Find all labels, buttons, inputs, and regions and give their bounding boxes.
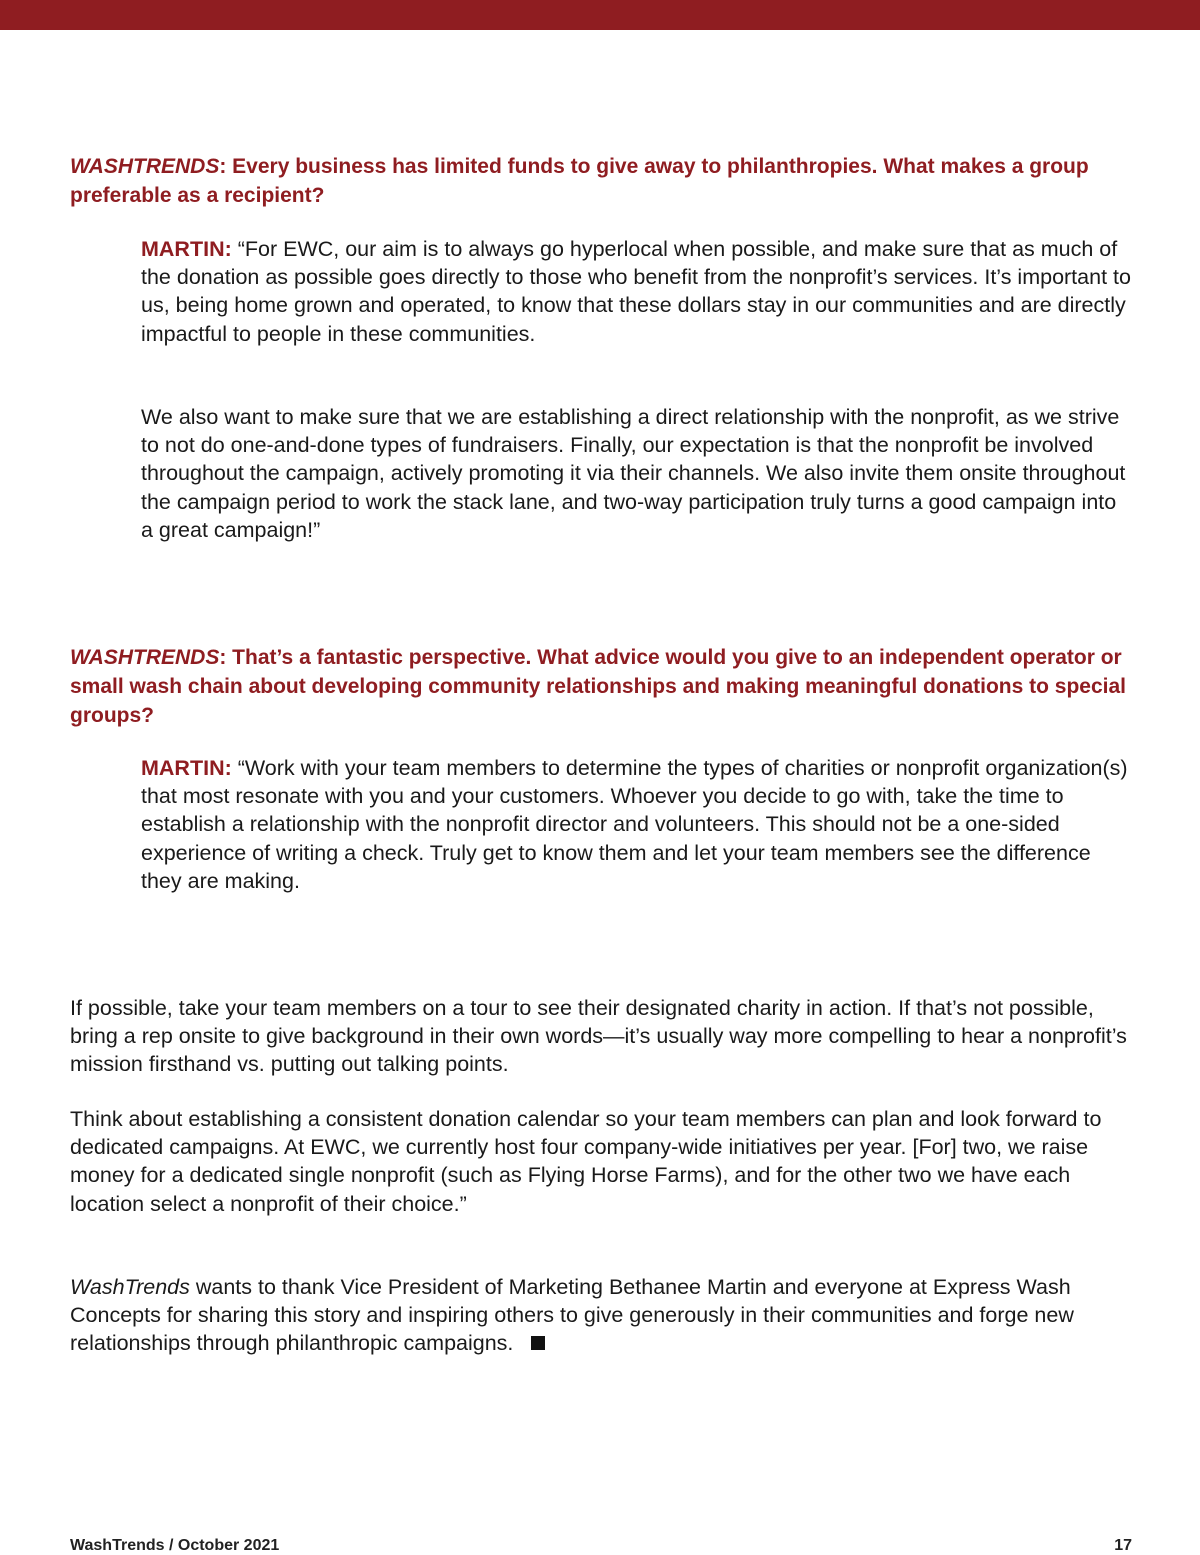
header-accent-bar bbox=[0, 0, 1200, 30]
question-2-brand: WASHTRENDS bbox=[70, 646, 220, 669]
answer-2-paragraph-1 bbox=[141, 754, 1131, 895]
answer-1-paragraph-2: We also want to make sure that we are establishing a direct relationship with the nonprofit, as we strive to not do one-and-done types of fundraisers. Finally, our expectation is that the nonprofit be involved throughout the campaign, actively promoting it via their channels. We also invite them onsite throughout the campaign period to work the stack lane, and two-way participation truly turns a good campaign into a great campaign!” bbox=[141, 405, 1126, 542]
body-paragraph-3 bbox=[70, 1273, 1130, 1358]
question-2-text: : That’s a fantastic perspective. What advice would you give to an independent operator or small wash chain about developing community relationships and making meaningful donations to special groups? bbox=[70, 646, 1127, 727]
body-paragraph-1: If possible, take your team members on a tour to see their designated charity in action. If that’s not possible, bring a rep onsite to give background in their own words—it’s usually way more compelling to hear a nonprofit’s mission firsthand vs. putting out talking points. bbox=[70, 996, 1127, 1077]
question-1 bbox=[70, 152, 1130, 210]
answer-2-text-1: “Work with your team members to determine the types of charities or nonprofit organization(s) that most resonate with you and your customers. Whoever you decide to go with, take the time to establish a relationship with the nonprofit director and volunteers. This should not be a one-sided experience of writing a check. Truly get to know them and let your team members see the difference they are making. bbox=[141, 756, 1128, 893]
question-2 bbox=[70, 643, 1130, 730]
footer-page-number: 17 bbox=[1114, 1537, 1132, 1554]
answer-1-text-1: “For EWC, our aim is to always go hyperlocal when possible, and make sure that as much of the donation as possible goes directly to those who benefit from the nonprofit’s services. It’s important to us, being home grown and operated, to know that these dollars stay in our communities and are directly impactful to people in these communities. bbox=[141, 237, 1131, 346]
question-1-text: : Every business has limited funds to give away to philanthropies. What makes a group preferable as a recipient? bbox=[70, 155, 1089, 207]
answer-1-paragraph-1 bbox=[141, 235, 1131, 348]
body-paragraph-3-text: wants to thank Vice President of Marketing Bethanee Martin and everyone at Express Wash Concepts for sharing this story and inspiring others to give generously in their communities and forge new relationships through philanthropic campaigns. bbox=[70, 1275, 1074, 1356]
question-1-brand: WASHTRENDS bbox=[70, 155, 220, 178]
body-paragraph-2: Think about establishing a consistent donation calendar so your team members can plan and look forward to dedicated campaigns. At EWC, we currently host four company-wide initiatives per year. [For] two, we raise money for a dedicated single nonprofit (such as Flying Horse Farms), and for the other two we have each location select a nonprofit of their choice.” bbox=[70, 1107, 1102, 1216]
body-paragraph-3-brand: WashTrends bbox=[70, 1275, 190, 1299]
footer-publication: WashTrends / October 2021 bbox=[70, 1537, 280, 1554]
answer-1-speaker: MARTIN: bbox=[141, 237, 232, 261]
end-of-article-square-icon bbox=[531, 1336, 545, 1350]
answer-2-speaker: MARTIN: bbox=[141, 756, 232, 780]
